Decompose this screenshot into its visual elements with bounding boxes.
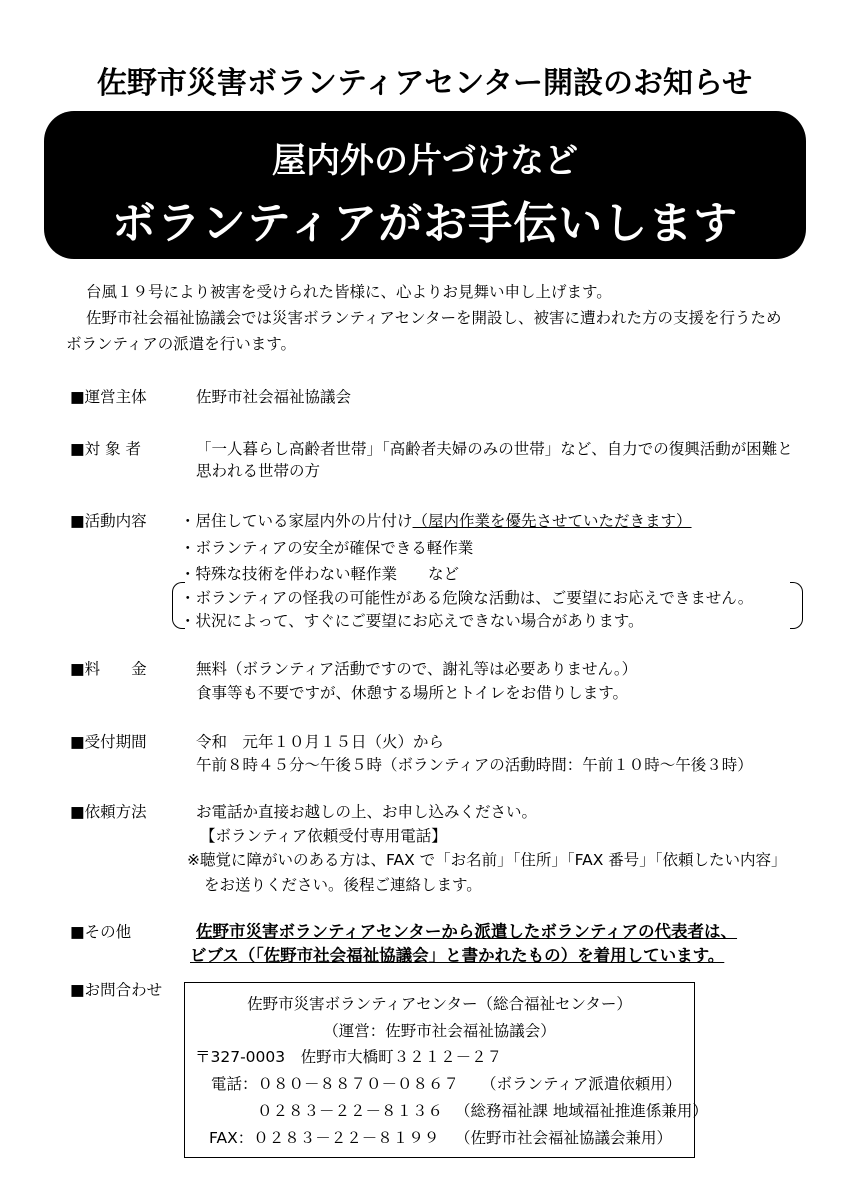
period-label: ■受付期間 — [70, 733, 147, 751]
contact-box — [184, 982, 708, 1158]
activity-item-1-note: （屋内作業を優先させていただきます） — [412, 512, 692, 530]
contact-fax — [209, 1126, 439, 1148]
other-label: ■その他 — [70, 923, 132, 941]
activity-item-3: ・特殊な技術を伴わない軽作業 など — [180, 565, 460, 583]
activity-note-1: ・ボランティアの怪我の可能性がある危険な活動は、ご要望にお応えできません。 — [180, 589, 754, 607]
target-line-2: 思われる世帯の方 — [196, 462, 321, 480]
tel-number-2: ０２８３－２２－８１３６ — [257, 1102, 444, 1120]
fee-line-2: 食事等も不要ですが、休憩する場所とトイレをお借りします。 — [196, 684, 628, 702]
headline-banner — [44, 111, 806, 259]
fax-label: FAX： — [209, 1129, 254, 1147]
request-line-1: お電話か直接お越しの上、お申し込みください。 — [196, 803, 538, 821]
operator-label: ■運営主体 — [70, 388, 147, 406]
other-line-2: ビブス（「佐野市社会福祉協議会」と書かれたもの）を着用しています。 — [190, 946, 725, 965]
contact-address: 〒327-0003 佐野市大橋町３２１２－２７ — [195, 1048, 503, 1066]
target-line-1: 「一人暮らし高齢者世帯」「高齢者夫婦のみの世帯」など、自力での復興活動が困難と — [196, 440, 793, 458]
contact-name: 佐野市災害ボランティアセンター（総合福祉センター） — [247, 995, 632, 1013]
intro-line-3: ボランティアの派遣を行います。 — [66, 335, 297, 353]
banner-line-1: 屋内外の片づけなど — [272, 141, 578, 181]
tel-label: 電話： — [211, 1075, 258, 1093]
target-label: ■対 象 者 — [70, 440, 141, 458]
activities-label: ■活動内容 — [70, 512, 147, 530]
activity-note-2: ・状況によって、すぐにご要望にお応えできない場合があります。 — [180, 612, 644, 630]
intro-line-1: 台風１９号により被害を受けられた皆様に、心よりお見舞い申し上げます。 — [86, 283, 612, 301]
page-title: 佐野市災害ボランティアセンター開設のお知らせ — [96, 66, 753, 101]
request-phone-heading: 【ボランティア依頼受付専用電話】 — [200, 827, 447, 845]
activity-item-1-text: ・居住している家屋内外の片付け — [180, 512, 413, 530]
request-line-4: をお送りください。後程ご連絡します。 — [204, 876, 482, 894]
fax-number: ０２８３－２２－８１９９ — [253, 1129, 440, 1147]
period-line-1: 令和 元年１０月１５日（火）から — [196, 733, 445, 751]
note-bracket-right — [790, 582, 803, 629]
tel-number-1: ０８０－８８７０－０８６７ — [257, 1075, 460, 1093]
tel-note-2: （総務福祉課 地域福祉推進係兼用） — [455, 1102, 708, 1120]
other-line-1: 佐野市災害ボランティアセンターから派遣したボランティアの代表者は、 — [196, 922, 738, 941]
activity-item-1 — [180, 509, 692, 531]
intro-line-2: 佐野市社会福祉協議会では災害ボランティアセンターを開設し、被害に遭われた方の支援を行うため — [86, 309, 782, 327]
contact-tel-1 — [211, 1072, 459, 1094]
operator-value: 佐野市社会福祉協議会 — [196, 388, 352, 406]
fee-line-1: 無料（ボランティア活動ですので、謝礼等は必要ありません。） — [196, 660, 638, 678]
request-line-3: ※聴覚に障がいのある方は、FAX で「お名前」「住所」「FAX 番号」「依頼したい内容」 — [187, 851, 787, 869]
fee-label: ■料 金 — [70, 660, 147, 678]
tel-note-1: （ボランティア派遣依頼用） — [481, 1075, 682, 1093]
period-line-2: 午前８時４５分～午後５時（ボランティアの活動時間：午前１０時～午後３時） — [196, 756, 753, 774]
activity-item-2: ・ボランティアの安全が確保できる軽作業 — [180, 539, 474, 557]
contact-operator: （運営：佐野市社会福祉協議会） — [323, 1022, 556, 1040]
fax-note: （佐野市社会福祉協議会兼用） — [455, 1129, 673, 1147]
request-label: ■依頼方法 — [70, 803, 147, 821]
contact-label: ■お問合わせ — [70, 981, 163, 999]
banner-line-2: ボランティアがお手伝いします — [111, 198, 739, 249]
